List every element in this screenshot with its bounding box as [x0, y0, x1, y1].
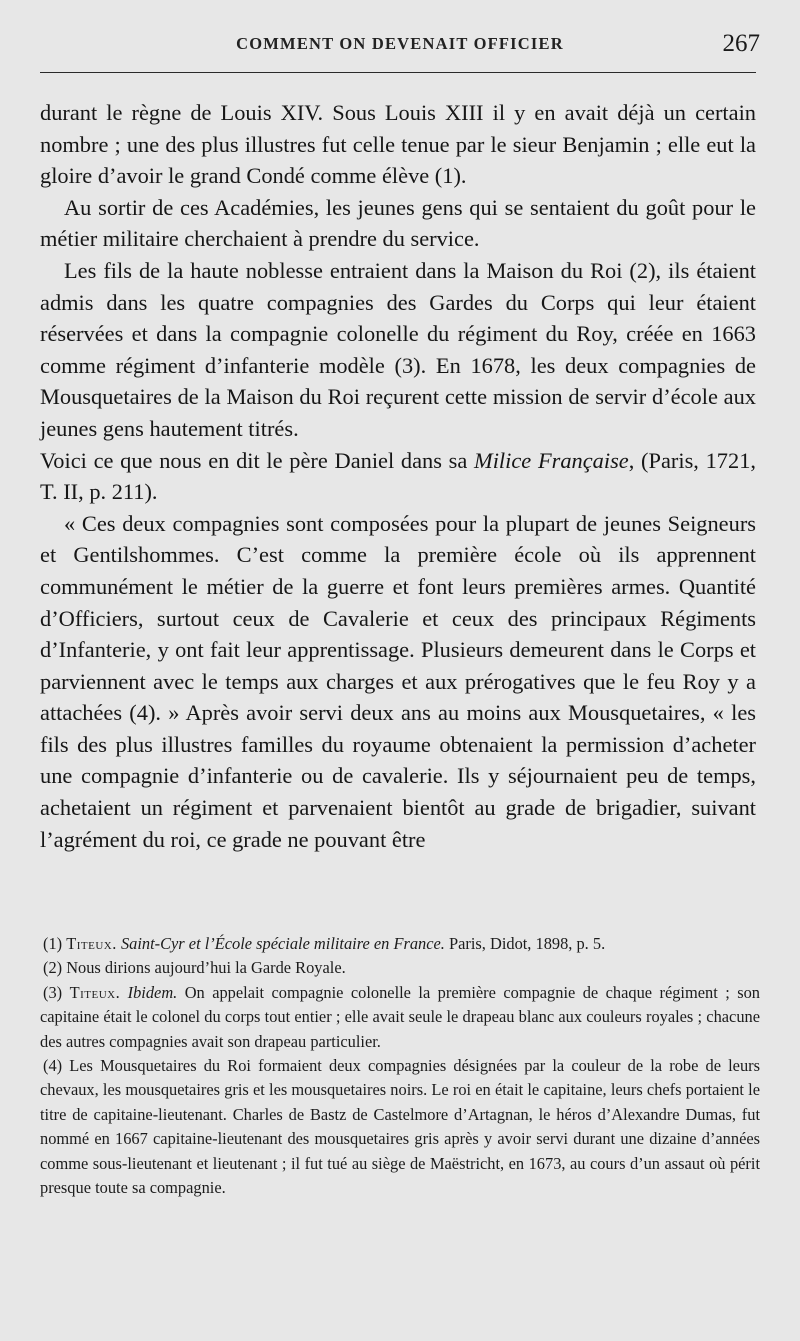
footnote-3-author: Titeux. — [69, 982, 121, 1002]
book-title-milice: Milice Française — [474, 447, 629, 473]
paragraph-4 — [40, 445, 756, 508]
footnote-3-rest: On appelait compagnie colonelle la première compagnie de chaque régiment ; son capitaine était le colonel du corps tout entier ; elle avait seule le drapeau blanc aux couleurs royales ; chacune des autres compagnies avait son drapeau particulier. — [40, 982, 760, 1051]
paragraph-2: Au sortir de ces Académies, les jeunes gens qui se sentaient du goût pour le métier militaire cherchaient à prendre du service. — [40, 194, 756, 252]
footnote-2: (2) Nous dirions aujourd’hui la Garde Royale. — [43, 958, 346, 978]
footnote-3-number: (3) — [43, 982, 63, 1002]
footnote-4: (4) Les Mousquetaires du Roi formaient deux compagnies désignées par la couleur de la robe de leurs chevaux, les mousquetaires gris et les mousquetaires noirs. Le roi en était le capitaine, leurs chefs portaient le titre de capitaine-lieutenant. Charles de Bastz de Castelmore d’Artagnan, le héros d’Alexandre Dumas, fut nommé en 1667 capitaine-lieutenant des mousquetaires gris après y avoir servi durant une dizaine d’années comme sous-lieutenant et lieutenant ; il fut tué au siège de Maëstricht, en 1673, au cours d’un assaut où périt presque toute sa compagnie. — [40, 1056, 760, 1198]
paragraph-4-start: Voici ce que nous en dit le père Daniel dans sa — [40, 447, 475, 473]
page-header — [40, 30, 760, 64]
paragraph-3: Les fils de la haute noblesse entraient dans la Maison du Roi (2), ils étaient admis dans les quatre compagnies des Gardes du Corps qui leur étaient réservées et dans la compagnie colonelle du régiment du Roy, créée en 1663 comme régiment d’infanterie modèle (3). En 1678, les deux compagnies de Mousquetaires de la Maison du Roi reçurent cette mission de servir d’école aux jeunes gens hautement titrés. — [40, 257, 756, 441]
paragraph-1: durant le règne de Louis XIV. Sous Louis XIII il y en avait déjà un certain nombre ; une des plus illustres fut celle tenue par le sieur Benjamin ; elle eut la gloire d’avoir le grand Condé comme élève (1). — [40, 100, 756, 189]
body-text — [40, 97, 756, 855]
footnote-1-author: Titeux. — [66, 934, 117, 953]
footnote-3 — [40, 981, 760, 1054]
header-rule — [40, 72, 756, 73]
footnote-1-number: (1) — [43, 934, 63, 953]
footnote-1-rest: Paris, Didot, 1898, p. 5. — [449, 934, 606, 953]
footnote-1-title: Saint-Cyr et l’École spéciale militaire en France. — [120, 934, 445, 953]
footnote-3-ibidem: Ibidem. — [127, 982, 178, 1002]
running-title: COMMENT ON DEVENAIT OFFICIER — [236, 34, 564, 53]
footnote-1 — [40, 932, 760, 956]
paragraph-4-end: , (Paris, 1721, T. II, p. 211). — [40, 447, 756, 505]
paragraph-5-quote: « Ces deux compagnies sont composées pour la plupart de jeunes Seigneurs et Gentilshommes. C’est comme la première école où ils apprennent communément le métier de la guerre et font leurs premières armes. Quantité d’Officiers, surtout ceux de Cavalerie et ceux des principaux Régiments d’Infanterie, y ont fait leur apprentissage. Plusieurs demeurent dans le Corps et parviennent avec le temps aux charges et aux prérogatives que le feu Roy y a attachées (4). » Après avoir servi deux ans au moins aux Mousquetaires, « les fils des plus illustres familles du royaume obtenaient la permission d’acheter une compagnie d’infanterie ou de cavalerie. Ils y séjournaient peu de temps, achetaient un régiment et parvenaient bientôt au grade de brigadier, suivant l’agrément du roi, ce grade ne pouvant être — [40, 510, 756, 852]
footnotes — [40, 932, 760, 1200]
page-number: 267 — [722, 30, 760, 57]
